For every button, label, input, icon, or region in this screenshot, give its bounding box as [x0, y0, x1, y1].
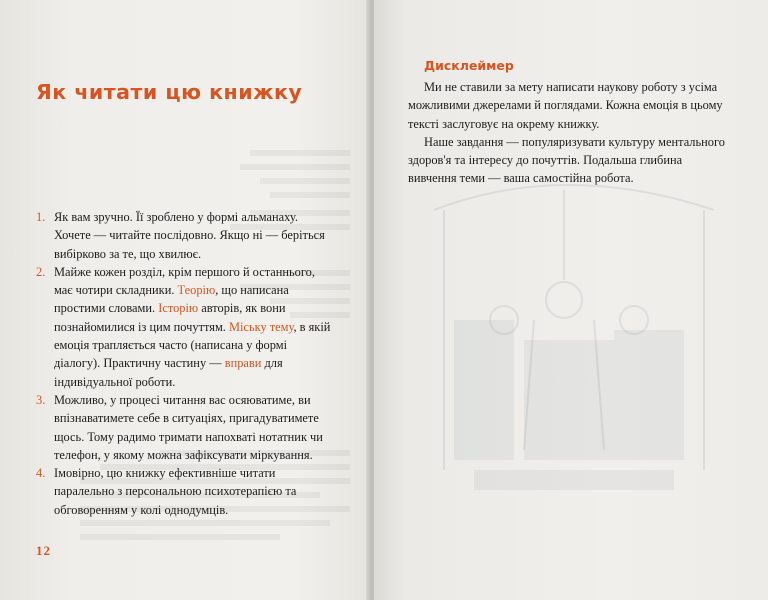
list-text: , в якій емоція трапляється часто (написана у формі діалогу). Практичну частину —: [54, 319, 331, 371]
list-text: Як вам зручно. Її зроблено у формі альманаху. Хочете — читайте послідовно. Якщо ні — беріться вибірково за те, що хвилює.: [54, 210, 325, 261]
highlight-term-history: Історію: [158, 301, 199, 316]
list-number: 1.: [36, 210, 46, 224]
page-number: 12: [36, 543, 51, 558]
disclaimer-body: [408, 78, 728, 188]
right-page: [374, 0, 768, 600]
highlight-term-city-theme: Міську тему: [229, 319, 294, 334]
disclaimer-paragraph: Ми не ставили за мету написати наукову роботу з усіма можливими джерелами й поглядами. Кожна емоція в цьому тексті заслуговує на окрему книжку.: [408, 80, 723, 131]
list-text: Можливо, у процесі читання вас осяюватиме, ви впізнаватимете себе в ситуаціях, пригадуватимете щось. Тому радимо тримати напохваті нотатник чи телефон, у якому можна зафіксувати міркування.: [54, 392, 323, 462]
list-text: авторів, як вони познайомилися із цим почуттям.: [54, 301, 286, 334]
highlight-term-exercises: вправи: [224, 356, 262, 371]
list-text: , що написана простими словами.: [54, 283, 289, 316]
list-item: [36, 263, 336, 391]
list-text: Майже кожен розділ, крім першого й останнього, має чотири складники.: [54, 264, 315, 298]
list-text: для індивідуальної роботи.: [54, 356, 283, 389]
list-number: 2.: [36, 264, 46, 279]
disclaimer-paragraph: Наше завдання — популяризувати культуру ментального здоров'я та інтересу до почуттів. Подальша глибина вивчення теми — ваша самостійна робота.: [408, 134, 725, 186]
list-number: 4.: [36, 466, 46, 481]
page-title: Як читати цю книжку: [36, 80, 303, 104]
reading-tips-list: [36, 208, 336, 519]
list-number: 3.: [36, 392, 46, 407]
show-through-illustration: [414, 170, 734, 500]
disclaimer-heading: Дисклеймер: [424, 58, 514, 73]
list-item: [36, 464, 336, 519]
list-item: [36, 208, 336, 263]
left-page: [0, 0, 370, 600]
list-item: [36, 391, 336, 464]
highlight-term-theory: Теорію: [177, 283, 216, 298]
list-text: Імовірно, цю книжку ефективніше читати паралельно з персональною психотерапією та обговоренням у колі однодумців.: [54, 466, 297, 517]
